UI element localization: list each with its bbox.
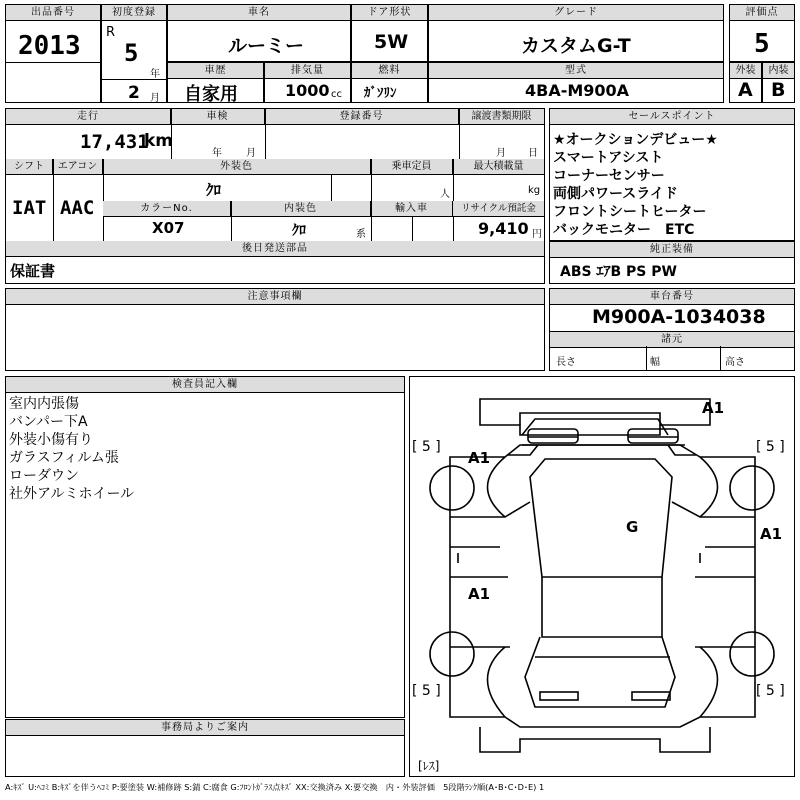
door-value: 5W — [374, 31, 409, 53]
displacement-value: 1000 — [285, 81, 330, 100]
score-value: 5 — [754, 29, 770, 59]
notes-label: 注意事項欄 — [6, 289, 544, 305]
specs-height: 高さ — [725, 357, 745, 368]
tire-tread-front-left: [ 5 ] — [412, 439, 441, 455]
capacity-label: 乗車定員 — [371, 159, 453, 175]
door-label: ドア形状 — [352, 5, 427, 21]
later-parts-value: 保証書 — [10, 262, 56, 280]
first-reg-month: 2 — [128, 83, 140, 103]
model-box — [428, 62, 724, 103]
int-color-suffix: 系 — [356, 229, 366, 240]
displacement-label: 排気量 — [265, 63, 350, 79]
inspector-label: 検査員記入欄 — [6, 377, 404, 393]
office-box — [5, 719, 405, 777]
fuel-label: 燃料 — [352, 63, 427, 79]
chassis-label: 車台番号 — [550, 289, 794, 305]
aircon-label: エアコン — [53, 159, 103, 175]
interior-box — [762, 62, 795, 103]
history-box — [167, 62, 264, 103]
inspection-year-unit: 年 — [212, 148, 222, 159]
model-value: 4BA-M900A — [525, 81, 630, 100]
inspection-month-unit: 月 — [246, 148, 256, 159]
specs-length: 長さ — [556, 357, 576, 368]
car-diagram — [409, 376, 795, 777]
displacement-box — [264, 62, 351, 103]
color-no-value: X07 — [152, 219, 185, 237]
sales-points-box — [549, 108, 795, 241]
chassis-value: M900A-1034038 — [592, 306, 766, 328]
grade-box — [428, 4, 724, 62]
tire-tread-front-right: [ 5 ] — [756, 439, 785, 455]
sales-point-item: スマートアシスト — [553, 150, 664, 166]
exterior-box — [729, 62, 762, 103]
equipment-box — [549, 241, 795, 284]
interior-label: 内装 — [763, 63, 794, 79]
inspector-item: バンパー下A — [9, 414, 88, 430]
car-outline-diagram — [410, 377, 794, 776]
lot-box — [5, 4, 101, 103]
sales-point-item: 両側パワースライド — [553, 186, 678, 202]
inspector-item: ローダウン — [9, 468, 79, 484]
chassis-box — [549, 288, 795, 371]
later-parts-label: 後日発送部品 — [6, 241, 544, 257]
office-label: 事務局よりご案内 — [6, 720, 404, 736]
damage-mark-windshield: G — [626, 518, 639, 536]
tire-tread-rear-right: [ 5 ] — [756, 683, 785, 699]
car-name-box — [167, 4, 351, 62]
fuel-value: ｶﾞｿﾘﾝ — [364, 86, 397, 101]
fuel-box — [351, 62, 428, 103]
grade-label: グレード — [429, 5, 723, 21]
shift-label: シフト — [6, 159, 53, 175]
damage-mark-right: A1 — [760, 525, 783, 543]
exterior-value: A — [738, 79, 753, 101]
displacement-unit: cc — [331, 89, 342, 100]
history-label: 車歴 — [168, 63, 263, 79]
inspection-label: 車検 — [171, 109, 265, 125]
door-box — [351, 4, 428, 62]
score-box — [729, 4, 795, 62]
inspector-item: ガラスフィルム張 — [9, 450, 119, 466]
sales-point-item: フロントシートヒーター — [553, 204, 707, 220]
first-reg-year: 5 — [124, 39, 139, 67]
mileage-value: 17,431 — [80, 131, 149, 153]
recycle-unit: 円 — [532, 229, 542, 240]
legend: A:ｷｽﾞ U:ﾍｺﾐ B:ｷｽﾞを伴うﾍｺﾐ P:要塗装 W:補修跡 S:錆 C:腐食 G:ﾌﾛﾝﾄｶﾞﾗｽ点ｷｽﾞ XX:交換済み X:要交換 内・外装評価 5段階ﾗﾝｸ順(A･B･C･D･E) 1 — [5, 782, 545, 792]
equipment-label: 純正装備 — [550, 242, 794, 258]
inspector-item: 室内内張傷 — [9, 396, 79, 412]
lot-label: 出品番号 — [6, 5, 100, 21]
int-color-value: ｸﾛ — [292, 223, 306, 239]
mileage-unit: km — [144, 131, 174, 151]
vehicle-info-block — [5, 108, 545, 284]
int-color-label: 内装色 — [231, 201, 371, 217]
transfer-month-unit: 月 — [496, 148, 506, 159]
max-load-unit: kg — [528, 185, 541, 196]
shift-value: IAT — [12, 197, 47, 219]
damage-mark-front: A1 — [702, 399, 725, 417]
sales-point-item: ★オークションデビュー★ — [553, 132, 718, 148]
capacity-unit: 人 — [440, 189, 450, 200]
first-reg-era: R — [106, 25, 116, 40]
car-name-value: ルーミー — [228, 35, 305, 57]
inspector-item: 社外アルミホイール — [9, 486, 135, 502]
sales-point-item: コーナーセンサー — [553, 168, 665, 184]
first-reg-year-unit: 年 — [150, 69, 160, 80]
interior-value: B — [771, 79, 786, 101]
damage-mark-left-front: A1 — [468, 449, 491, 467]
import-label: 輸入車 — [371, 201, 453, 217]
recycle-label: リサイクル預託金 — [453, 201, 544, 217]
recycle-value: 9,410 — [478, 219, 529, 238]
sales-point-item: バックモニター ETC — [553, 222, 695, 238]
equipment-value: ABS ｴｱB PS PW — [560, 264, 677, 280]
exterior-label: 外装 — [730, 63, 761, 79]
damage-mark-left-rear: A1 — [468, 585, 491, 603]
tire-tread-rear-left: [ 5 ] — [412, 683, 441, 699]
first-reg-label: 初度登録 — [102, 5, 166, 21]
first-reg-month-unit: 月 — [150, 93, 160, 104]
registration-label: 登録番号 — [265, 109, 459, 125]
notes-box — [5, 288, 545, 371]
mileage-label: 走行 — [6, 109, 171, 125]
history-value: 自家用 — [184, 84, 238, 105]
car-name-label: 車名 — [168, 5, 350, 21]
max-load-label: 最大積載量 — [453, 159, 544, 175]
transfer-day-unit: 日 — [528, 148, 538, 159]
sales-points-label: セールスポイント — [550, 109, 794, 125]
transfer-label: 譲渡書類期限 — [459, 109, 544, 125]
model-label: 型式 — [429, 63, 723, 79]
first-reg-box — [101, 4, 167, 103]
ext-color-label: 外装色 — [103, 159, 371, 175]
grade-value: カスタムG-T — [521, 35, 631, 57]
score-label: 評価点 — [730, 5, 794, 21]
color-no-label: カラーNo. — [103, 201, 231, 217]
inspector-box — [5, 376, 405, 718]
ext-color-value: ｸﾛ — [206, 181, 222, 199]
specs-width: 幅 — [650, 357, 660, 368]
lot-number: 2013 — [18, 31, 81, 61]
inspector-item: 外装小傷有り — [9, 432, 93, 448]
spare-tire-label: [ﾚｽ] — [418, 759, 440, 773]
specs-label: 諸元 — [550, 331, 794, 348]
aircon-value: AAC — [60, 197, 95, 219]
